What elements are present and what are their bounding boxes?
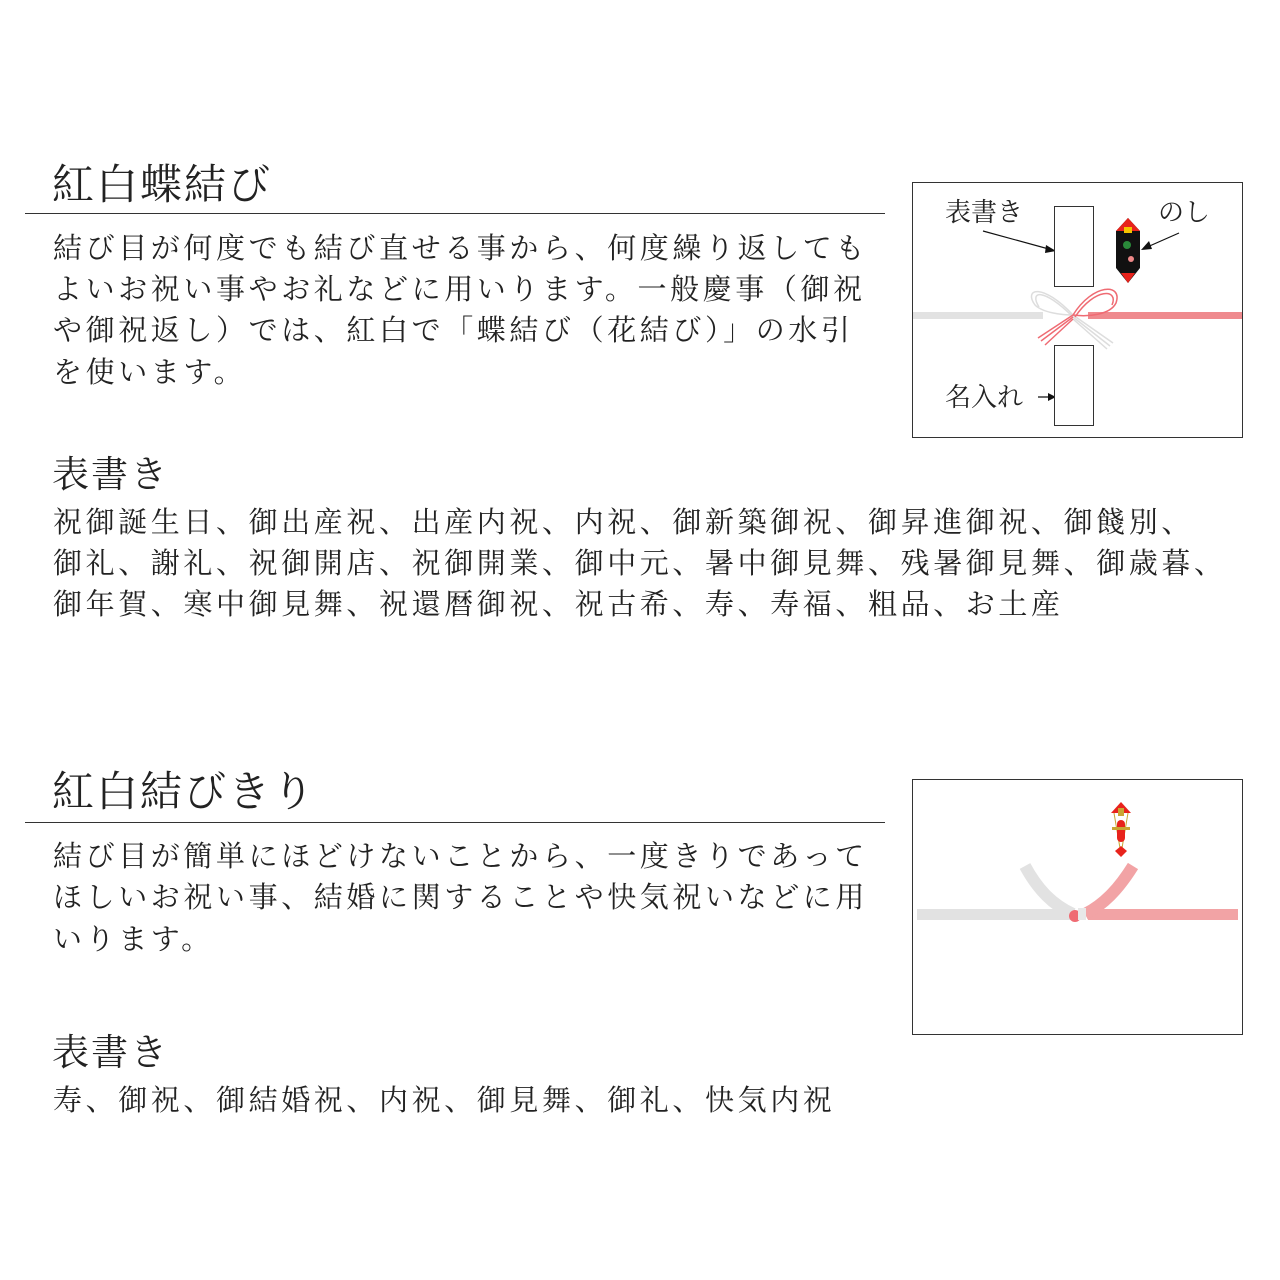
noshi-icon bbox=[1116, 218, 1140, 283]
omote-heading: 表書き bbox=[52, 1031, 169, 1074]
mizuhiki-knot-illustration bbox=[913, 780, 1242, 1034]
omote-area bbox=[1054, 206, 1094, 287]
body-line: 結び目が何度でも結び直せる事から、何度繰り返しても bbox=[53, 231, 869, 265]
label-noshi: のし bbox=[1158, 198, 1211, 228]
omote-line: 御年賀、寒中御見舞、祝還暦御祝、祝古希、寿、寿福、粗品、お土産 bbox=[53, 587, 1064, 621]
body-line: 結び目が簡単にほどけないことから、一度きりであって bbox=[53, 839, 868, 873]
noshi-icon bbox=[1111, 802, 1131, 857]
section-title-musubikiri: 紅白結びきり bbox=[52, 767, 317, 816]
body-line: よいお祝い事やお礼などに用いります。一般慶事（御祝 bbox=[53, 272, 866, 306]
omote-heading: 表書き bbox=[52, 453, 169, 496]
label-name: 名入れ bbox=[945, 383, 1024, 413]
chou-musubi-diagram bbox=[912, 182, 1243, 438]
omote-line: 寿、御祝、御結婚祝、内祝、御見舞、御礼、快気内祝 bbox=[53, 1083, 836, 1117]
body-line: や御祝返し）では、紅白で「蝶結び（花結び）」の水引 bbox=[53, 313, 854, 347]
omote-line: 御礼、謝礼、祝御開店、祝御開業、御中元、暑中御見舞、残暑御見舞、御歳暮、 bbox=[53, 546, 1227, 580]
divider bbox=[25, 213, 885, 214]
section-title-chou-musubi: 紅白蝶結び bbox=[52, 160, 273, 209]
musubikiri-diagram bbox=[912, 779, 1243, 1035]
label-omote: 表書き bbox=[945, 198, 1024, 228]
name-area bbox=[1054, 345, 1094, 426]
body-line: ほしいお祝い事、結婚に関することや快気祝いなどに用 bbox=[53, 880, 869, 914]
body-line: いります。 bbox=[53, 922, 214, 956]
body-line: を使います。 bbox=[53, 355, 247, 389]
divider bbox=[25, 822, 885, 823]
omote-line: 祝御誕生日、御出産祝、出産内祝、内祝、御新築御祝、御昇進御祝、御餞別、 bbox=[53, 505, 1195, 539]
